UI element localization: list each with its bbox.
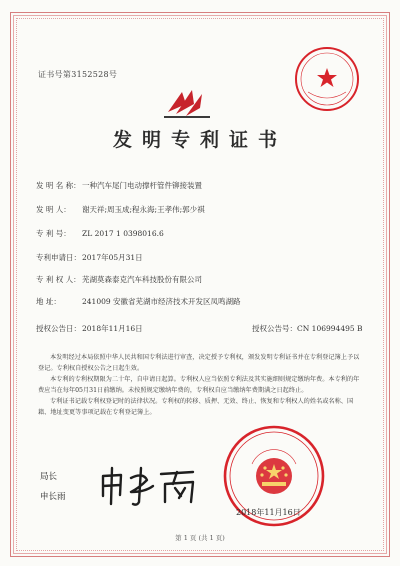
patentee-row — [36, 274, 202, 285]
invention-name-value: 一种汽车尾门电动撑杆管件铆接装置 — [82, 181, 202, 190]
signature-name: 申长雨 — [40, 491, 66, 501]
filing-date-row — [36, 252, 143, 263]
certificate-title: 发明专利证书 — [112, 129, 287, 151]
filing-date-value: 2017年05月31日 — [82, 253, 143, 262]
patent-number-row — [36, 228, 164, 239]
address-row — [36, 296, 241, 307]
publisher-seal-icon — [292, 44, 362, 114]
address-label: 地 址： — [36, 297, 61, 306]
patent-number-label: 专 利 号： — [36, 229, 71, 238]
page-number: 第 1 页 (共 1 页) — [175, 534, 225, 542]
patent-emblem-icon — [162, 82, 212, 120]
grant-number-row — [252, 323, 363, 334]
grant-number-value: CN 106994495 B — [297, 324, 363, 333]
inventors-label: 发 明 人： — [36, 205, 71, 214]
body-paragraph: 专利证书记载专利权登记时的法律状况。专利权的转移、质押、无效、终止、恢复和专利权人的姓名或名称、国籍、地址变更等事项记载在专利登记簿上。 — [38, 398, 354, 416]
certificate-body — [38, 352, 360, 418]
filing-date-label: 专利申请日： — [36, 253, 81, 262]
grant-number-label: 授权公告号： — [252, 324, 297, 333]
patentee-label: 专 利 权 人： — [36, 275, 81, 284]
address-value: 241009 安徽省芜湖市经济技术开发区凤鸣湖路 — [82, 297, 241, 306]
handwritten-signature — [95, 462, 205, 510]
grant-date-row — [36, 323, 143, 334]
invention-name-row — [36, 180, 202, 191]
patentee-value: 芜湖莫森泰克汽车科技股份有限公司 — [82, 275, 202, 284]
body-paragraph: 本发明经过本局依照中华人民共和国专利法进行审查，决定授予专利权，颁发发明专利证书并在专利登记簿上予以登记。专利权自授权公告之日起生效。 — [38, 354, 360, 372]
grant-date-value: 2018年11月16日 — [82, 324, 143, 333]
seal-date: 2018年11月16日 — [236, 508, 301, 517]
certificate-number: 证书号第3152528号 — [38, 70, 118, 79]
body-paragraph: 本专利的专利权期限为二十年，自申请日起算。专利权人应当依照专利法及其实施细则规定缴纳年费。本专利的年费应当在每年05月31日前缴纳。未按照规定缴纳年费的，专利权自应当缴纳年费期满之日起终止。 — [38, 376, 360, 394]
signature-title: 局长 — [40, 471, 58, 481]
grant-date-label: 授权公告日： — [36, 324, 81, 333]
invention-name-label: 发 明 名 称： — [36, 181, 81, 190]
patent-number-value: ZL 2017 1 0398016.6 — [82, 229, 164, 238]
inventors-value: 谢天祥;周玉成;程永海;王孝伟;郭少祺 — [82, 205, 205, 214]
inventors-row — [36, 204, 205, 215]
